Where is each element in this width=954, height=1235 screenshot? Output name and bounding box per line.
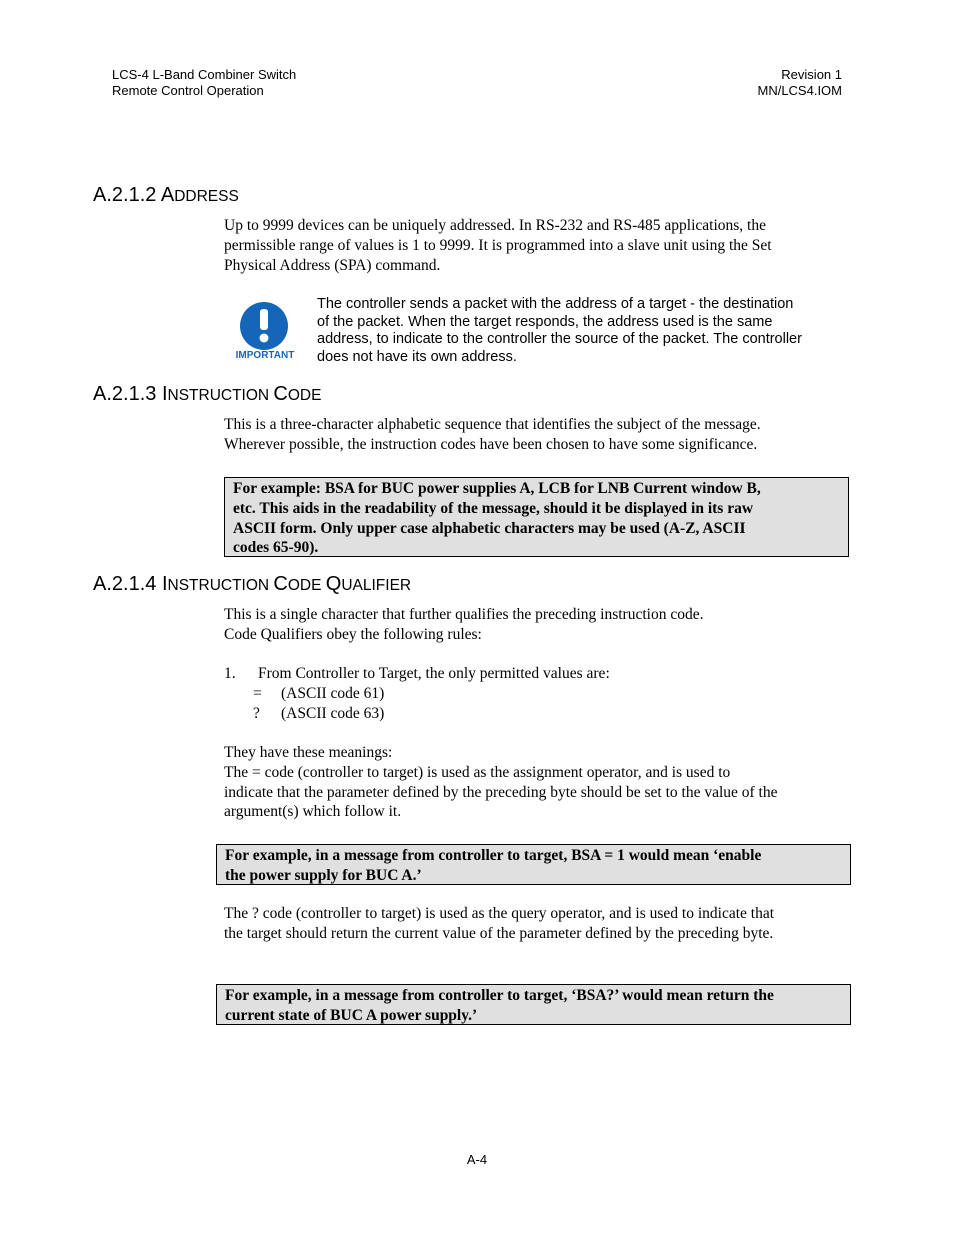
page-number: A-4 <box>466 1152 488 1167</box>
heading-instruction-code <box>93 382 321 408</box>
heading-rest: DDRESS <box>174 188 239 205</box>
assignment-example-box <box>216 844 851 885</box>
heading-number: A.2.1.3 <box>93 383 162 405</box>
rule-number: 1. <box>224 665 236 682</box>
text-line: the target should return the current value of the parameter defined by the preceding byte. <box>224 924 774 942</box>
revision: Revision 1 <box>781 67 842 82</box>
text-line: does not have its own address. <box>317 348 517 365</box>
text-line: ASCII form. Only upper case alphabetic characters may be used (A-Z, ASCII <box>233 519 746 537</box>
text-line: Code Qualifiers obey the following rules: <box>224 625 482 643</box>
text-line: indicate that the parameter defined by the preceding byte should be set to the value of the <box>224 783 778 801</box>
text-line: This is a single character that further qualifies the preceding instruction code. <box>224 606 704 623</box>
text-line: For example, in a message from controller to target, ‘BSA?’ would mean return the <box>225 987 774 1004</box>
value-desc-query: (ASCII code 63) <box>281 705 385 722</box>
text-line: codes 65-90). <box>233 539 319 557</box>
text-line: permissible range of values is 1 to 9999. It is programmed into a slave unit using the Set <box>224 236 772 254</box>
text-line: The = code (controller to target) is used as the assignment operator, and is used to <box>224 763 731 781</box>
doc-number: MN/LCS4.IOM <box>757 83 842 98</box>
important-icon <box>229 300 301 366</box>
heading-cap: I <box>161 573 168 595</box>
text-line: For example, in a message from controller to target, BSA = 1 would mean ‘enable <box>225 847 762 864</box>
doc-title: LCS-4 L-Band Combiner Switch <box>112 67 297 82</box>
text-line: The controller sends a packet with the address of a target - the destination <box>317 296 794 312</box>
text-line: argument(s) which follow it. <box>224 803 402 821</box>
text-line: etc. This aids in the readability of the message, should it be displayed in its raw <box>233 499 754 517</box>
heading-address <box>93 183 239 209</box>
text-line: Up to 9999 devices can be uniquely addressed. In RS-232 and RS-485 applications, the <box>224 217 766 234</box>
heading-code-qualifier <box>93 572 411 598</box>
rule-text: From Controller to Target, the only permitted values are: <box>258 665 610 682</box>
text-line: the power supply for BUC A.’ <box>225 866 422 884</box>
text-line: Physical Address (SPA) command. <box>224 256 441 274</box>
important-note <box>317 296 802 366</box>
heading-cap: Q <box>325 573 342 595</box>
text-line: They have these meanings: <box>224 744 393 761</box>
header-right <box>757 67 842 99</box>
meanings-paragraph <box>224 743 778 822</box>
value-symbol-query: ? <box>253 705 260 722</box>
heading-rest: UALIFIER <box>341 577 412 594</box>
address-paragraph <box>224 216 772 275</box>
value-symbol-equals: = <box>253 685 262 702</box>
qualifier-intro <box>224 605 703 645</box>
heading-cap: A <box>160 184 175 206</box>
heading-number: A.2.1.4 <box>93 573 162 595</box>
text-line: Wherever possible, the instruction codes have been chosen to have some significance. <box>224 435 758 453</box>
heading-cap: C <box>273 573 288 595</box>
text-line: of the packet. When the target responds, the address used is the same <box>317 313 773 330</box>
text-line: current state of BUC A power supply.’ <box>225 1006 478 1024</box>
text-line: This is a three-character alphabetic sequence that identifies the subject of the message. <box>224 416 761 433</box>
text-line: The ? code (controller to target) is used as the query operator, and is used to indicate that <box>224 905 775 922</box>
query-paragraph <box>224 904 774 944</box>
header-left <box>112 67 296 99</box>
heading-rest: NSTRUCTION <box>167 387 274 404</box>
doc-section: Remote Control Operation <box>112 83 264 98</box>
heading-rest: ODE <box>287 577 326 594</box>
important-label: IMPORTANT <box>235 350 295 361</box>
instruction-paragraph <box>224 415 761 455</box>
heading-rest: NSTRUCTION <box>167 577 274 594</box>
exclamation-circle-icon <box>229 300 301 352</box>
heading-number: A.2.1.2 <box>93 184 161 206</box>
value-desc-equals: (ASCII code 61) <box>281 685 385 702</box>
heading-rest: ODE <box>287 387 322 404</box>
text-line: address, to indicate to the controller the source of the packet. The controller <box>317 331 802 348</box>
text-line: For example: BSA for BUC power supplies A, LCB for LNB Current window B, <box>233 480 761 497</box>
heading-cap: C <box>273 383 288 405</box>
instruction-example-box <box>224 477 849 557</box>
heading-cap: I <box>161 383 168 405</box>
query-example-box <box>216 984 851 1025</box>
